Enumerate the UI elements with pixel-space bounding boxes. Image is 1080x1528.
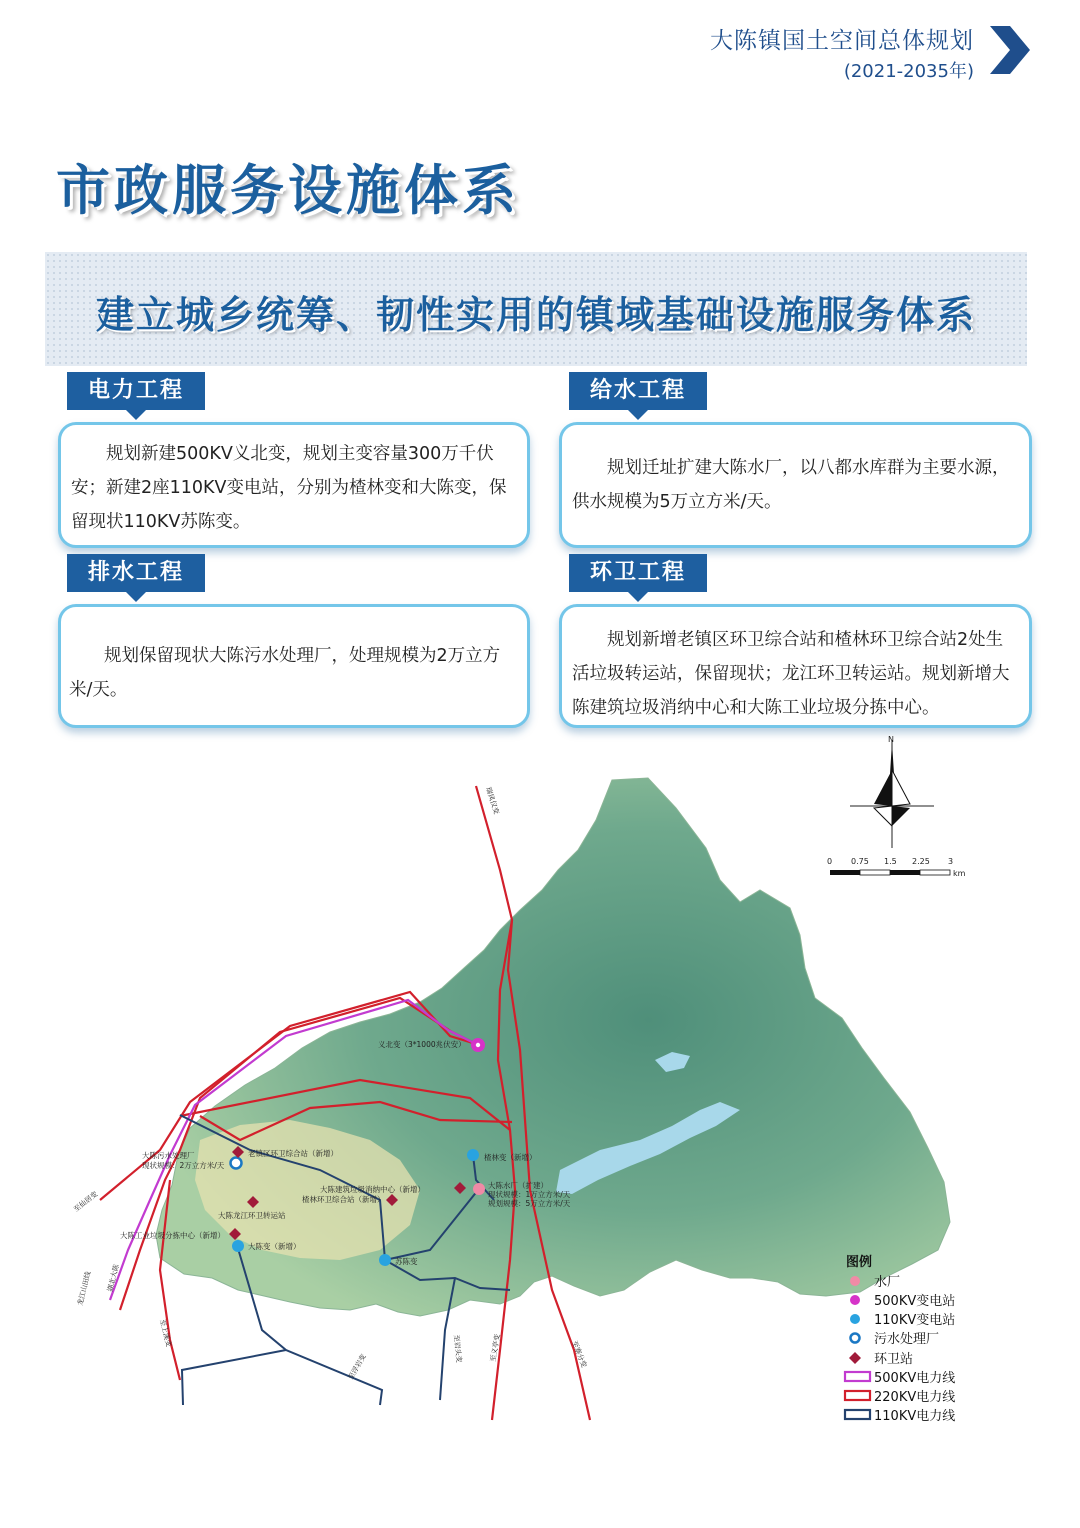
legend-label: 环卫站 — [874, 1352, 914, 1367]
110kv-substation-marker — [467, 1149, 479, 1161]
wastewater-plant-icon — [851, 1334, 860, 1343]
line-label: 至义亭变 — [489, 1333, 502, 1363]
line-label: 瑞凤仪变 — [484, 786, 501, 816]
legend-label: 污水处理厂 — [874, 1332, 940, 1347]
500kv-substation-icon — [850, 1295, 860, 1305]
legend-label: 500KV电力线 — [874, 1371, 956, 1386]
scale-unit: km — [953, 869, 966, 878]
label-dachen-substation: 大陈变（新增） — [248, 1242, 301, 1251]
label-laozhen-station: 老镇区环卫综合站（新增） — [248, 1149, 338, 1158]
line-label: 湖北大陈 — [106, 1263, 121, 1293]
scale-tick: 0 — [827, 857, 833, 866]
110kv-substation-marker — [379, 1254, 391, 1266]
scale-tick: 2.25 — [912, 857, 930, 866]
line-label: 龙江山田线 — [76, 1270, 93, 1307]
label-longjiang-station: 大陈龙江环卫转运站 — [218, 1211, 286, 1220]
500kv-line-icon — [845, 1372, 870, 1381]
label-construction-waste: 大陈建筑垃圾消纳中心（新增） — [320, 1185, 425, 1194]
110kv-substation-marker — [232, 1240, 244, 1252]
scale-tick: 0.75 — [851, 857, 869, 866]
drainage-text: 规划保留现状大陈污水处理厂，处理规模为2万立方米/天。 — [69, 646, 501, 700]
label-suchen-substation: 苏陈变 — [395, 1257, 418, 1266]
legend-title: 图例 — [846, 1255, 873, 1270]
tag-water: 给水工程 — [569, 372, 707, 410]
card-drainage — [58, 604, 530, 728]
card-water — [559, 422, 1032, 548]
banner — [45, 252, 1027, 366]
plan-title: 大陈镇国土空间总体规划 — [710, 28, 974, 54]
label-waterworks-plan: 规划规模：5万立方米/天 — [488, 1199, 571, 1208]
wastewater-plant-marker — [231, 1158, 242, 1169]
water-text: 规划迁址扩建大陈水厂，以八都水库群为主要水源，供水规模为5万立方米/天。 — [572, 458, 1010, 512]
page-title: 市政服务设施体系 — [56, 159, 520, 222]
label-yibei: 义北变（3*1000兆伏安） — [378, 1040, 466, 1049]
line-label: 至浮岩变 — [346, 1352, 368, 1381]
banner-text: 建立城乡统筹、韧性实用的镇域基础设施服务体系 — [95, 293, 976, 337]
110kv-line — [182, 1350, 286, 1405]
label-industrial-waste: 大陈工业垃圾分拣中心（新增） — [120, 1231, 225, 1240]
legend-label: 水厂 — [874, 1275, 901, 1290]
tag-sanitation: 环卫工程 — [569, 554, 707, 592]
line-label: 至寨分变 — [570, 1339, 589, 1369]
scale-bar — [827, 857, 966, 878]
tag-power: 电力工程 — [67, 372, 205, 410]
line-label: 至仙居变 — [72, 1190, 100, 1214]
scale-tick: 3 — [948, 857, 954, 866]
110kv-substation-icon — [850, 1314, 860, 1324]
legend-label: 500KV变电站 — [874, 1294, 956, 1309]
legend-label: 220KV电力线 — [874, 1390, 956, 1405]
label-wwtp-scale: 现状规模：2万立方米/天 — [142, 1161, 225, 1170]
110kv-line-icon — [845, 1410, 870, 1419]
waterworks-icon — [850, 1276, 860, 1286]
legend-label: 110KV电力线 — [874, 1409, 956, 1424]
card-power — [58, 422, 530, 548]
sanitation-station-icon — [849, 1352, 861, 1364]
card-sanitation — [559, 604, 1032, 728]
line-label: 至上溪变 — [158, 1318, 173, 1348]
north-arrow-icon — [850, 735, 934, 848]
power-text: 规划新建500KV义北变，规划主变容量300万千伏安；新建2座110KV变电站，分别为楂林变和大陈变，保留现状110KV苏陈变。 — [71, 444, 507, 532]
220kv-line-icon — [845, 1391, 870, 1400]
line-label: 至岩头变 — [452, 1334, 463, 1364]
legend-label: 110KV变电站 — [874, 1313, 956, 1328]
plan-years: (2021-2035年) — [843, 61, 974, 82]
svg-text:N: N — [888, 735, 894, 744]
label-zhalin-station: 楂林环卫综合站（新增） — [302, 1195, 385, 1204]
label-zhalin-substation: 楂林变（新增） — [484, 1153, 537, 1162]
label-waterworks-now: 现状规模：1万立方米/天 — [488, 1190, 571, 1199]
sanitation-text: 规划新增老镇区环卫综合站和楂林环卫综合站2处生活垃圾转运站，保留现状；龙江环卫转运站。规划新增大陈建筑垃圾消纳中心和大陈工业垃圾分拣中心。 — [572, 630, 1010, 718]
label-waterworks-name: 大陈水厂（扩建） — [488, 1181, 548, 1190]
marker-dot — [476, 1043, 480, 1047]
label-wwtp-name: 大陈污水处理厂 — [142, 1151, 195, 1160]
tag-drainage: 排水工程 — [67, 554, 205, 592]
chevron-right-icon — [986, 24, 1032, 76]
plan-header — [710, 22, 974, 83]
waterworks-marker — [473, 1183, 485, 1195]
scale-tick: 1.5 — [884, 857, 897, 866]
infrastructure-map — [0, 730, 1080, 1520]
